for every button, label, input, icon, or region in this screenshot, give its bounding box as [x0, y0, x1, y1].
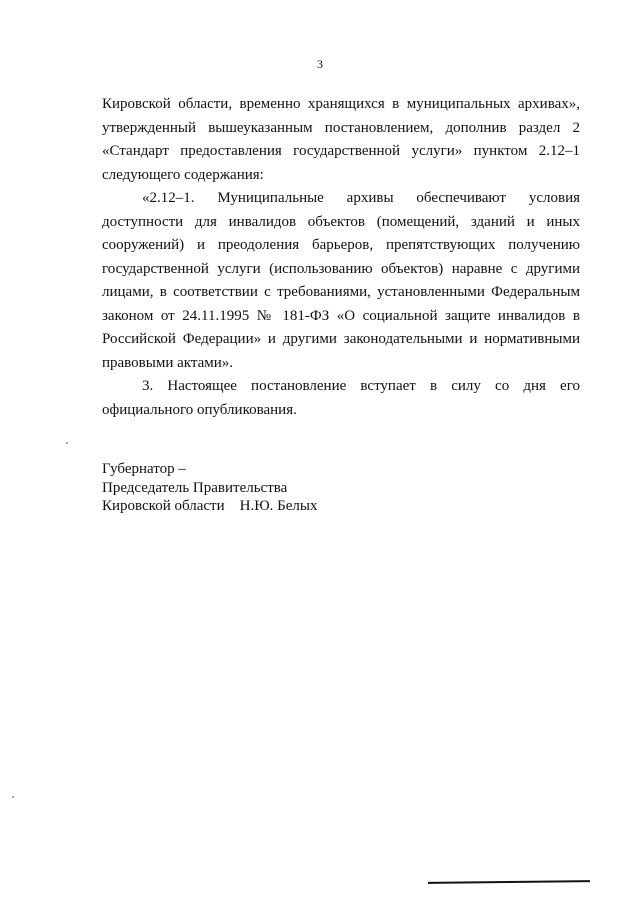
- paragraph-continuation: Кировской области, временно хранящихся в муниципальных архивах», утвержденный вышеуказанным постановлением, дополнив раздел 2 «Стандарт предоставления государственной услуги» пунктом 2.12–1 следующего содержания:: [102, 96, 580, 183]
- signature-region-and-name: Кировской области Н.Ю. Белых: [102, 498, 318, 514]
- paragraph-clause-3: 3. Настоящее постановление вступает в силу со дня его официального опубликования.: [102, 378, 580, 418]
- signature-block: [102, 460, 317, 516]
- document-body: [102, 93, 580, 422]
- signature-title-governor: Губернатор –: [102, 461, 186, 477]
- signature-title-chairman: Председатель Правительства: [102, 479, 288, 496]
- footer-rule: [428, 880, 590, 884]
- scan-speck: [12, 796, 14, 798]
- scan-speck: [66, 442, 68, 444]
- page-number: 3: [317, 57, 323, 71]
- paragraph-clause-2-12-1: «2.12–1. Муниципальные архивы обеспечивают условия доступности для инвалидов объектов (помещений, зданий и иных сооружений) и преодоления барьеров, препятствующих получению государственной услуги (использованию объектов) наравне с другими лицами, в соответствии с требованиями, установленными Федеральным законом от 24.11.1995 № 181-ФЗ «О социальной защите инвалидов в Российской Федерации» и другими законодательными и нормативными правовыми актами».: [102, 190, 580, 371]
